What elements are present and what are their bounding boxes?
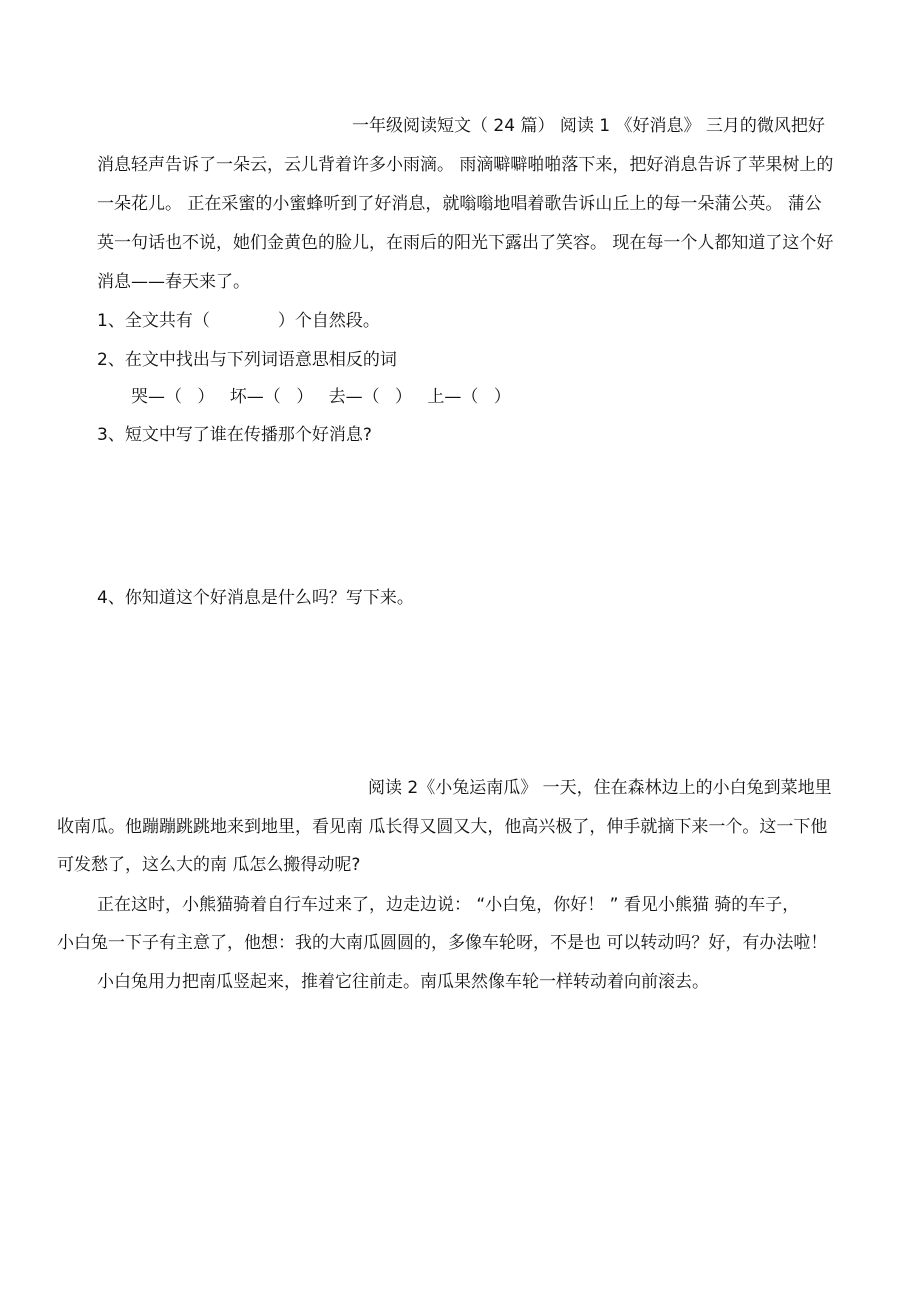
reading2-text-line: 可发愁了，这么大的南 瓜怎么搬得动呢? (57, 855, 361, 875)
reading1-text-line: 一朵花儿。 正在采蜜的小蜜蜂听到了好消息，就嗡嗡地唱着歌告诉山丘上的每一朵蒲公英。 蒲公 (97, 194, 822, 214)
reading2-text-line: 小白兔用力把南瓜竖起来，推着它往前走。南瓜果然像车轮一样转动着向前滚去。 (97, 972, 709, 992)
answer-space-3[interactable] (97, 452, 837, 582)
question-2-items: 哭—（ ） 坏—（ ） 去—（ ） 上—（ ） (131, 387, 511, 407)
reading1-text-line: 英一句话也不说，她们金黄色的脸儿，在雨后的阳光下露出了笑容。 现在每一个人都知道了这个好 (97, 233, 834, 253)
answer-space-4[interactable] (97, 615, 837, 765)
question-4: 4、你知道这个好消息是什么吗？写下来。 (97, 588, 414, 608)
reading1-text-line: 消息轻声告诉了一朵云，云儿背着许多小雨滴。 雨滴噼噼啪啪落下来，把好消息告诉了苹果树上的 (97, 155, 834, 175)
reading1-text-line: 消息——春天来了。 (97, 272, 250, 292)
reading1-title-line: 一年级阅读短文（ 24 篇） 阅读 1 《好消息》 三月的微风把好 (352, 116, 825, 136)
reading2-text-line: 小白兔一下子有主意了，他想：我的大南瓜圆圆的，多像车轮呀，不是也 可以转动吗？好，有办法啦！ (57, 933, 828, 953)
question-2: 2、在文中找出与下列词语意思相反的词 (97, 350, 397, 370)
question-1: 1、全文共有（ ）个自然段。 (97, 311, 380, 331)
reading2-title-line: 阅读 2《小兔运南瓜》 一天，住在森林边上的小白兔到菜地里 (368, 778, 832, 798)
reading2-text-line: 收南瓜。他蹦蹦跳跳地来到地里，看见南 瓜长得又圆又大，他高兴极了，伸手就摘下来一个。这一下他 (57, 817, 828, 837)
reading2-text-line: 正在这时，小熊猫骑着自行车过来了，边走边说： “小白兔，你好！ ” 看见小熊猫 骑的车子， (97, 895, 800, 915)
question-3: 3、短文中写了谁在传播那个好消息? (97, 425, 372, 445)
